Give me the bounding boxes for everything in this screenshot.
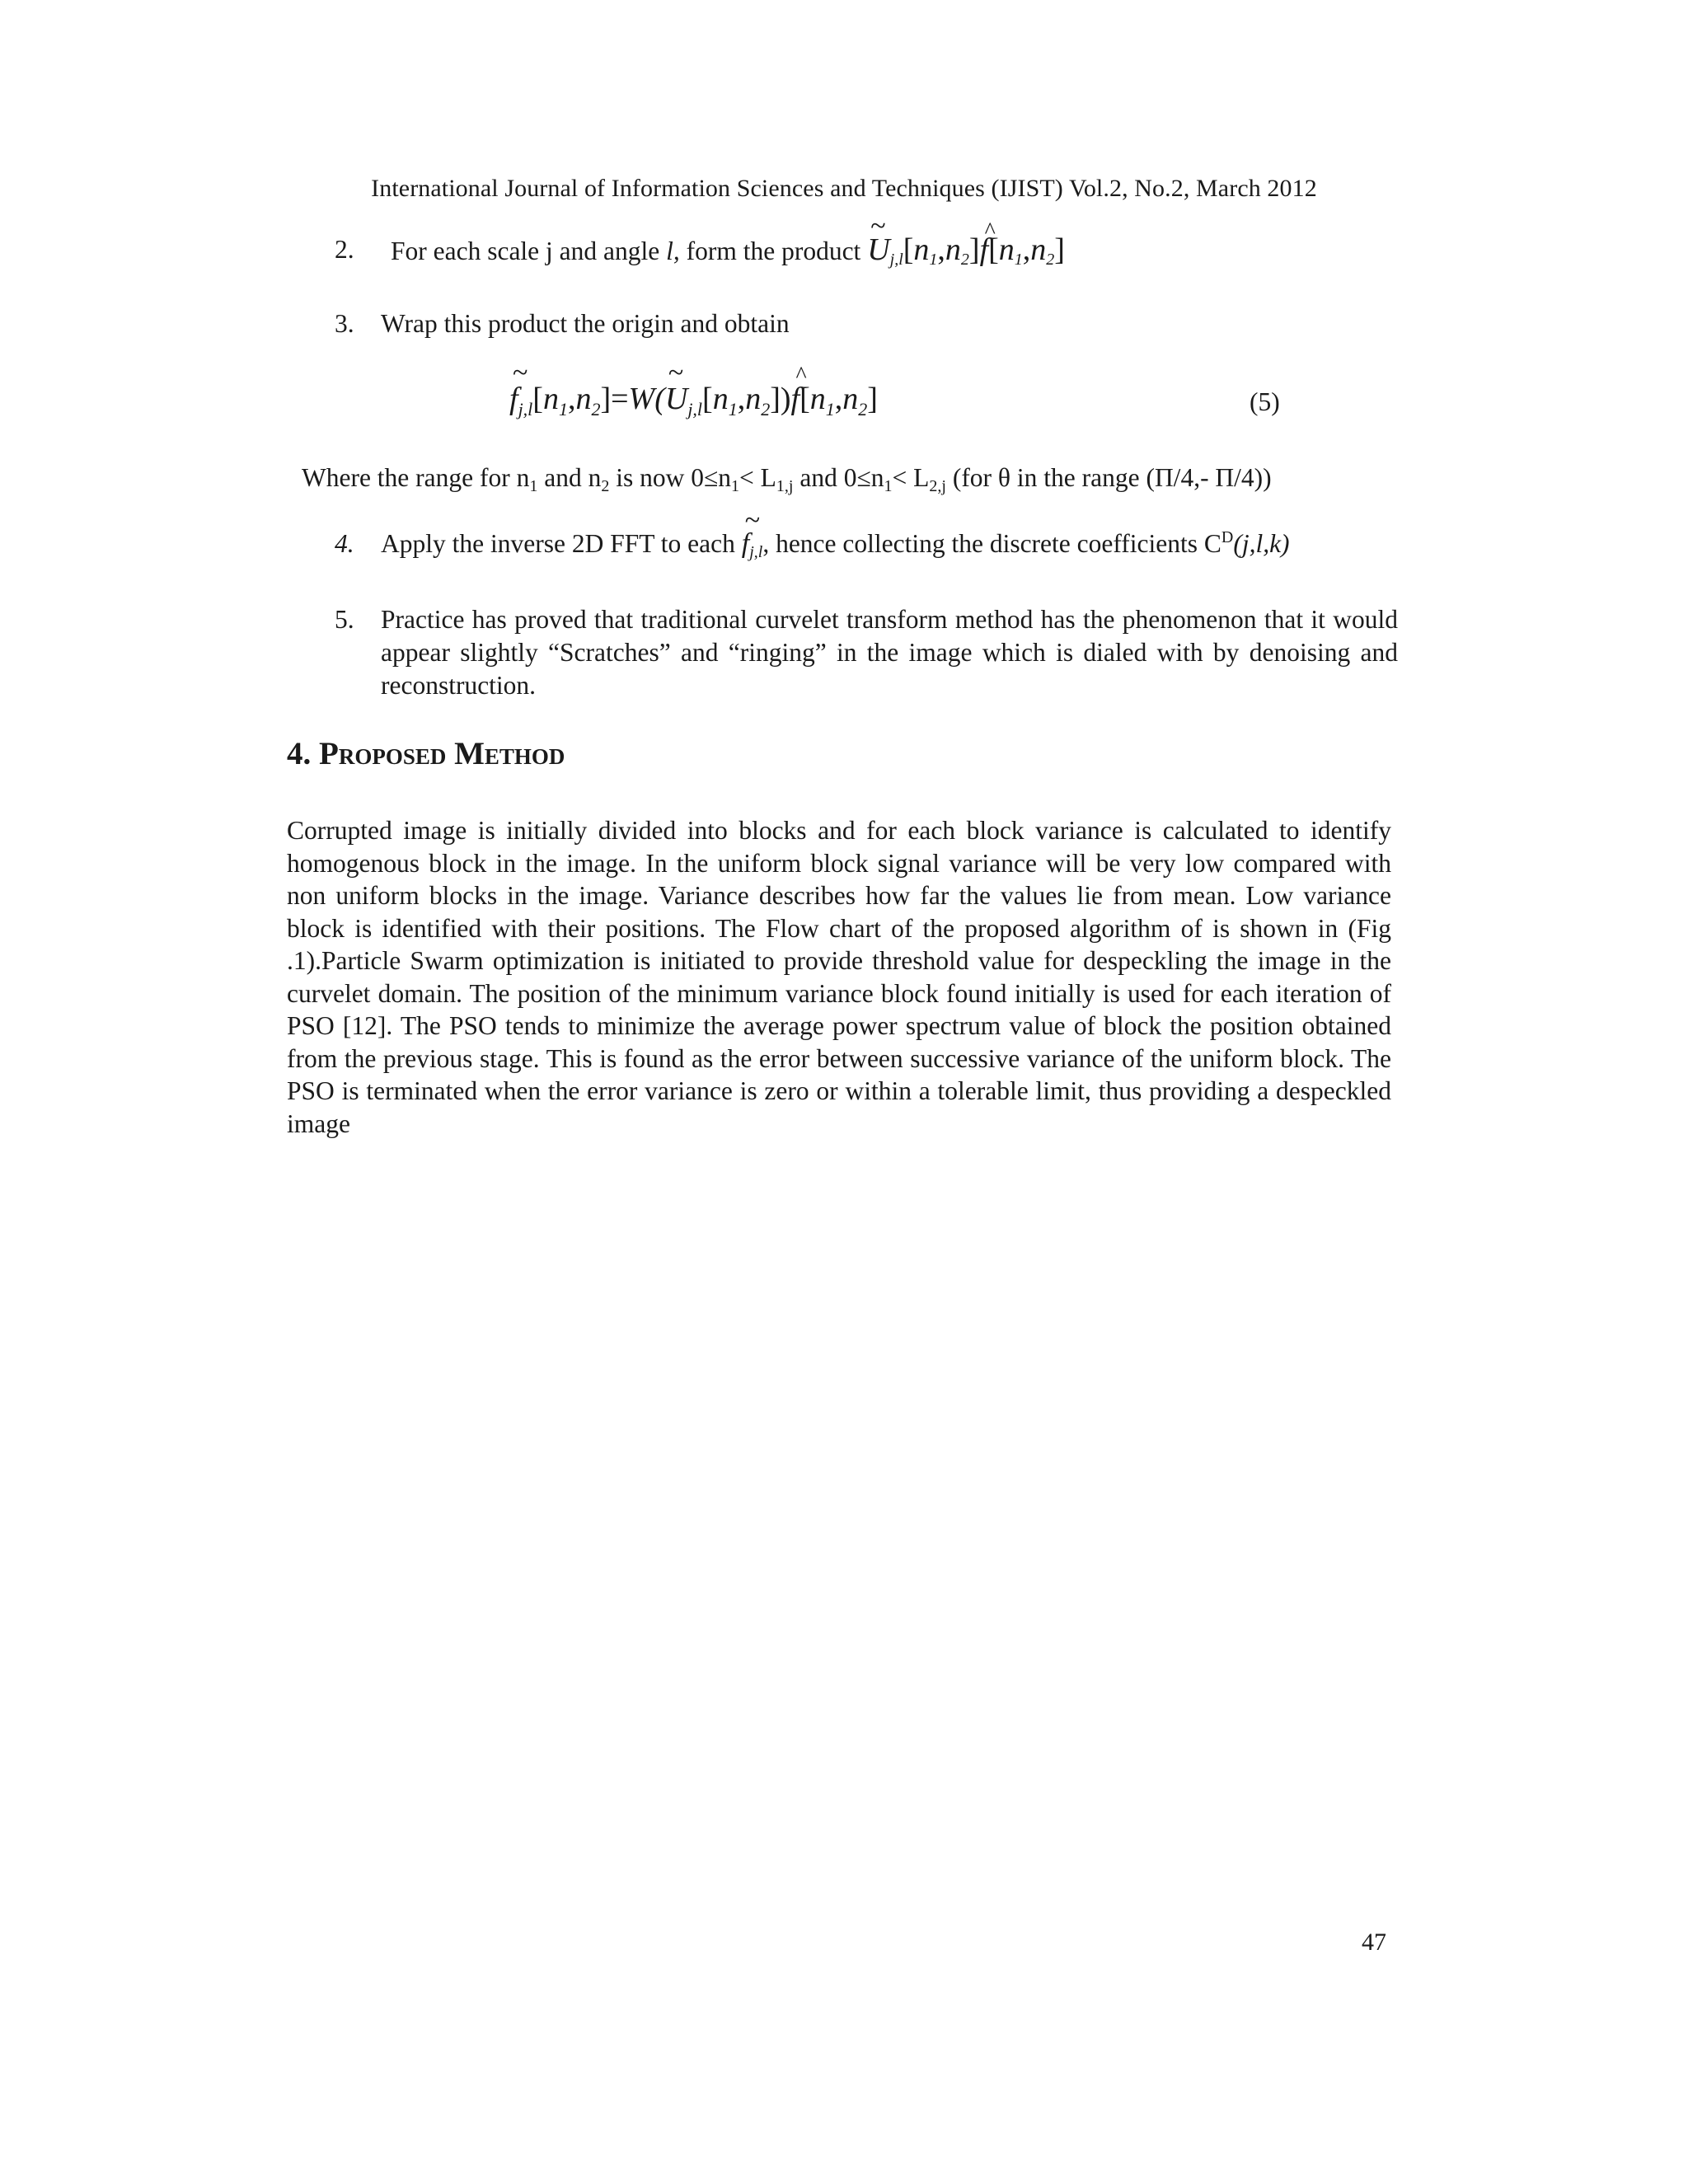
step-4-number: 4.: [335, 529, 354, 558]
step-5-text: Practice has proved that traditional curvelet transform method has the phenomenon that it would appear slightly “Scratches” and “ringing” in the image which is dialed with by denoising and reconstruction.: [381, 605, 1398, 700]
step-4: 4. Apply the inverse 2D FFT to each ~ $f_{j,l}$, hence collecting the discrete coefficients $C^D(j,l,k)$: [335, 527, 1398, 560]
step-5: [335, 603, 1398, 702]
step-2: [335, 233, 1398, 268]
equation-5: ~ $f_{j,l}[n_1,n_2]=W(\sim$ $U_{j,l}[n_1,n_2])\^{}$ $f[n_1,n_2]$: [509, 381, 878, 417]
step-2-number: 2.: [335, 235, 354, 264]
step-4-f-symbol: ~ $f_{j,l}$: [742, 528, 763, 559]
page-number: 47: [1362, 1929, 1386, 1956]
step-3-number: 3.: [335, 309, 354, 338]
step-4-text-b: , hence collecting the discrete coefficients C: [762, 529, 1221, 558]
range-description: Where the range for $n_1$ and $n_2$ is now $0\le n_1< L_{1,j}$ and $0\le n_1< L_{2,j}$ (for θ in the range (Π/4,- Π/4)): [302, 463, 1272, 495]
running-header: International Journal of Information Sciences and Techniques (IJIST) Vol.2, No.2, March 2012: [371, 175, 1317, 202]
step-4-text-c: (j,l,k): [1233, 529, 1290, 558]
section-heading: 4. Proposed Method: [287, 736, 565, 771]
step-2-text-b: form the product: [679, 237, 868, 265]
step-3-text: Wrap this product the origin and obtain: [381, 309, 790, 338]
step-3: [335, 307, 1398, 340]
body-paragraph: Corrupted image is initially divided into blocks and for each block variance is calculated to identify homogenous block in the image. In the uniform block signal variance will be very low compared with non uniform blocks in the image. Variance describes how far the values lie from mean. Low variance block is identified with their positions. The Flow chart of the proposed algorithm of is shown in (Fig .1).Particle Swarm optimization is initiated to provide threshold value for despeckling the image in the curvelet domain. The position of the minimum variance block found initially is used for each iteration of PSO [12]. The PSO tends to minimize the average power spectrum value of block the position obtained from the previous stage. This is found as the error between successive variance of the uniform block. The PSO is terminated when the error variance is zero or within a tolerable limit, thus providing a despeckled image: [287, 816, 1391, 1138]
step-2-text-a: For each scale j and angle: [391, 237, 667, 265]
step-4-text-a: Apply the inverse 2D FFT to each: [381, 529, 742, 558]
step-2-angle-symbol: l,: [666, 237, 680, 265]
step-2-product-formula: ~ $U_{j,l}[n_1,n_2]\^{}$ $f[n_1,n_2]$: [867, 232, 1065, 267]
step-5-number: 5.: [335, 605, 354, 634]
equation-number: (5): [1250, 387, 1280, 416]
